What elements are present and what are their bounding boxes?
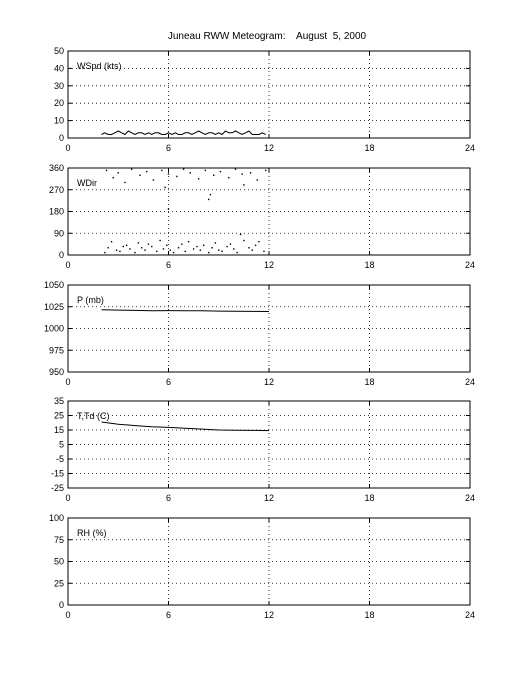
panel-2-point-71 <box>243 184 244 185</box>
panel-2-point-61 <box>228 177 229 178</box>
panel-2-point-51 <box>153 179 154 180</box>
panel-2-point-18 <box>169 249 170 250</box>
panel-2-label: WDir <box>77 178 97 188</box>
panel-2-point-48 <box>131 169 132 170</box>
panel-2-xtick-label-1: 6 <box>165 260 172 270</box>
panel-2-point-46 <box>118 172 119 173</box>
panel-4-xtick-label-2: 12 <box>263 493 275 503</box>
panel-3-ytick-label-2: 1000 <box>43 323 64 334</box>
panel-1-xtick-label-1: 6 <box>165 143 172 153</box>
panel-2-point-36 <box>236 252 237 253</box>
panel-2-point-44 <box>106 170 107 171</box>
figure-title: Juneau RWW Meteogram: August 5, 2000 <box>167 31 367 42</box>
panel-2-point-58 <box>205 170 206 171</box>
panel-1-xtick-label-2: 12 <box>263 143 275 153</box>
panel-2-ytick-label-1: 90 <box>53 228 64 239</box>
panel-2-point-65 <box>257 179 258 180</box>
panel-1-series-0-line <box>102 131 266 135</box>
panel-5-xtick-label-0: 0 <box>65 610 71 620</box>
panel-2-point-39 <box>248 247 249 248</box>
panel-2-point-57 <box>198 178 199 179</box>
panel-2-point-33 <box>226 246 227 247</box>
panel-1-xtick-label-3: 18 <box>364 143 375 153</box>
panel-5-xtick-label-4: 24 <box>464 610 476 620</box>
panel-2-point-5 <box>123 246 124 247</box>
panel-2-ytick-label-3: 270 <box>48 184 64 195</box>
panel-2-ytick-label-2: 180 <box>48 206 64 217</box>
panel-4-ytick-label-3: 5 <box>58 439 64 450</box>
panel-2-point-64 <box>250 172 251 173</box>
panel-2-point-50 <box>146 171 147 172</box>
panel-1-ytick-label-2: 20 <box>53 98 64 109</box>
panel-4-ytick-label-0: -25 <box>50 483 64 493</box>
panel-3-ytick-label-4: 1050 <box>43 280 64 290</box>
panel-3-xtick-label-2: 12 <box>263 377 275 387</box>
panel-2-point-19 <box>173 252 174 253</box>
panel-2-point-41 <box>255 245 256 246</box>
panel-1-ytick-label-1: 10 <box>53 115 64 126</box>
panel-2-point-38 <box>243 240 244 241</box>
panel-2-point-40 <box>252 249 253 250</box>
panel-2-point-14 <box>156 251 157 252</box>
panel-3-xtick-label-1: 6 <box>165 377 172 387</box>
panel-2-point-49 <box>139 175 140 176</box>
panel-2-point-3 <box>116 249 117 250</box>
panel-2-point-25 <box>196 246 197 247</box>
panel-2-point-37 <box>240 234 241 235</box>
panel-2-point-34 <box>230 243 231 244</box>
panel-2-point-15 <box>159 240 160 241</box>
panel-2-point-52 <box>161 170 162 171</box>
panel-4-xtick-label-4: 24 <box>464 493 476 503</box>
panel-2-point-27 <box>203 245 204 246</box>
panel-2-point-43 <box>263 251 264 252</box>
panel-2-point-2 <box>111 241 112 242</box>
panel-1-xtick-label-4: 24 <box>464 143 476 153</box>
panel-2-point-11 <box>144 249 145 250</box>
panel-2-point-56 <box>190 172 191 173</box>
panel-2-point-66 <box>265 170 266 171</box>
panel-2-ytick-label-4: 360 <box>48 163 64 173</box>
panel-4-ytick-label-2: -5 <box>55 454 64 464</box>
panel-3-xtick-label-4: 24 <box>464 377 476 387</box>
panel-2-point-47 <box>124 182 125 183</box>
panel-2-ytick-label-0: 0 <box>58 250 64 260</box>
panel-2-point-23 <box>188 241 189 242</box>
panel-2-point-21 <box>181 243 182 244</box>
panel-2-point-8 <box>134 252 135 253</box>
panel-2-xtick-label-3: 18 <box>364 260 375 270</box>
panel-4-ytick-label-5: 25 <box>53 410 64 421</box>
panel-2-point-54 <box>176 176 177 177</box>
panel-2-point-17 <box>166 245 167 246</box>
panel-2-point-35 <box>233 248 234 249</box>
panel-2-point-69 <box>210 194 211 195</box>
panel-2-point-45 <box>113 177 114 178</box>
panel-3-ytick-label-1: 975 <box>48 345 64 356</box>
panel-2-point-59 <box>213 175 214 176</box>
panel-5-ytick-label-1: 25 <box>53 578 64 589</box>
panel-2-point-32 <box>221 251 222 252</box>
panel-2-point-31 <box>218 249 219 250</box>
panel-5-xtick-label-1: 6 <box>165 610 172 620</box>
panel-5-ytick-label-3: 75 <box>53 534 64 545</box>
panel-1-label: WSpd (kts) <box>77 61 122 71</box>
panel-2-point-12 <box>148 243 149 244</box>
panel-4-series-0-line <box>102 422 270 431</box>
panel-1-xtick-label-0: 0 <box>65 143 71 153</box>
panel-2-point-1 <box>108 247 109 248</box>
panel-2-xtick-label-0: 0 <box>65 260 71 270</box>
panel-2-point-13 <box>151 246 152 247</box>
panel-4-xtick-label-3: 18 <box>364 493 375 503</box>
panel-2-point-30 <box>215 242 216 243</box>
panel-3-xtick-label-0: 0 <box>65 377 71 387</box>
panel-2-point-68 <box>208 199 209 200</box>
panel-2-point-22 <box>185 251 186 252</box>
panel-1-ytick-label-0: 0 <box>58 133 64 143</box>
panel-2-point-42 <box>258 241 259 242</box>
panel-3-ytick-label-0: 950 <box>48 367 64 377</box>
panel-2-point-53 <box>168 173 169 174</box>
panel-2-point-10 <box>141 247 142 248</box>
panel-2-point-62 <box>235 169 236 170</box>
panel-5-ytick-label-0: 0 <box>58 600 64 610</box>
panel-2-point-70 <box>164 187 165 188</box>
panel-2-point-24 <box>193 248 194 249</box>
panel-5-xtick-label-3: 18 <box>364 610 375 620</box>
panel-2-point-60 <box>220 171 221 172</box>
panel-4-ytick-label-1: -15 <box>50 468 64 479</box>
panel-5-label: RH (%) <box>77 528 107 538</box>
panel-4-label: T,Td (C) <box>77 411 110 421</box>
panel-3-ytick-label-3: 1025 <box>43 301 64 312</box>
panel-2-xtick-label-4: 24 <box>464 260 476 270</box>
panel-2-point-20 <box>178 247 179 248</box>
panel-5-xtick-label-2: 12 <box>263 610 275 620</box>
panel-2-point-29 <box>211 247 212 248</box>
panel-2-xtick-label-2: 12 <box>263 260 275 270</box>
panel-3-label: P (mb) <box>77 295 104 305</box>
panel-4-ytick-label-4: 15 <box>53 425 64 435</box>
panel-2-point-16 <box>163 248 164 249</box>
panel-1-ytick-label-4: 40 <box>53 63 64 74</box>
panel-2-point-0 <box>104 252 105 253</box>
panel-1-ytick-label-5: 50 <box>53 46 64 56</box>
panel-2-point-55 <box>183 169 184 170</box>
panel-1-ytick-label-3: 30 <box>53 80 64 91</box>
panel-5-ytick-label-4: 100 <box>48 513 64 523</box>
panel-2-point-6 <box>126 245 127 246</box>
panel-3-xtick-label-3: 18 <box>364 377 375 387</box>
panel-2-point-9 <box>138 242 139 243</box>
panel-4-xtick-label-1: 6 <box>165 493 172 503</box>
panel-2-point-4 <box>119 251 120 252</box>
panel-5-ytick-label-2: 50 <box>53 556 64 567</box>
panel-2-point-26 <box>200 249 201 250</box>
panel-2-point-63 <box>242 173 243 174</box>
panel-2-point-28 <box>208 252 209 253</box>
panel-4-ytick-label-6: 35 <box>53 396 64 406</box>
panel-2-point-67 <box>168 208 169 209</box>
panel-4-xtick-label-0: 0 <box>65 493 71 503</box>
panel-1-axes-box <box>68 51 470 138</box>
panel-2-point-7 <box>129 248 130 249</box>
panel-3-series-0-line <box>102 310 270 312</box>
